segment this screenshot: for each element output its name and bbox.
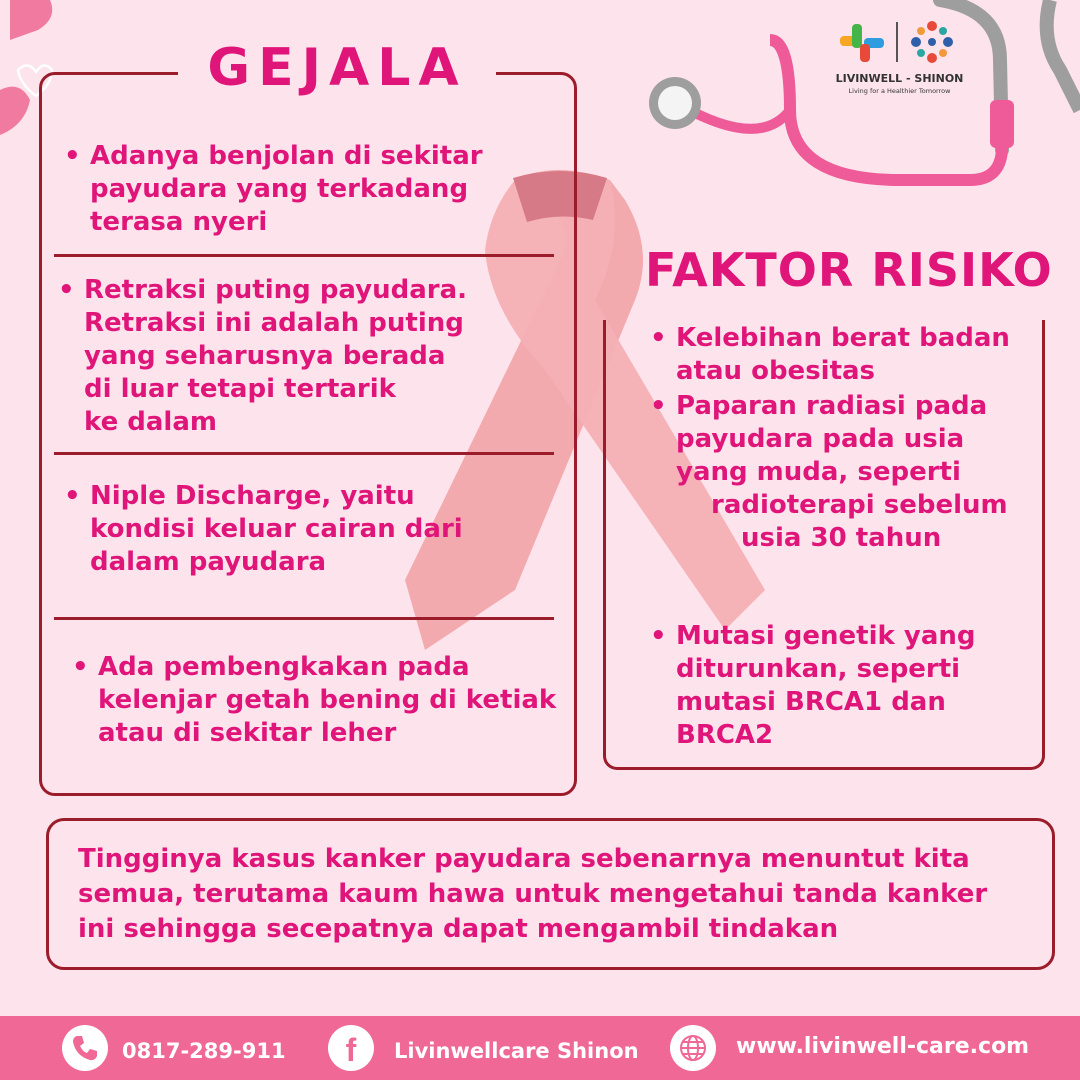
facebook-name[interactable]: Livinwellcare Shinon	[394, 1039, 639, 1063]
faktor-item: • Mutasi genetik yang diturunkan, seperti mutasi BRCA1 dan BRCA2	[650, 621, 976, 750]
divider	[54, 254, 554, 257]
phone-number[interactable]: 0817-289-911	[122, 1039, 286, 1063]
brand-tagline: Living for a Healthier Tomorrow	[848, 87, 951, 95]
website-link[interactable]: www.livinwell-care.com	[736, 1034, 1030, 1059]
divider	[54, 617, 554, 620]
gejala-title: GEJALA	[178, 38, 496, 98]
gejala-item: • Ada pembengkakan pada kelenjar getah bening di ketiak atau di sekitar leher	[72, 652, 557, 748]
gejala-item: • Niple Discharge, yaitu kondisi keluar cairan dari dalam payudara	[64, 481, 463, 577]
faktor-title: FAKTOR RISIKO	[645, 243, 1053, 297]
summary-text: Tingginya kasus kanker payudara sebenarnya menuntut kita semua, terutama kaum hawa untuk mengetahui tanda kanker ini sehingga secepatnya dapat mengambil tindakan	[78, 844, 988, 944]
globe-icon[interactable]	[670, 1025, 716, 1071]
bullet-icon: •	[64, 141, 81, 171]
brand-logo	[832, 18, 967, 98]
divider	[54, 452, 554, 455]
bullet-icon: •	[64, 481, 81, 511]
phone-icon[interactable]	[62, 1025, 108, 1071]
faktor-item: • Paparan radiasi pada payudara pada usia yang muda, seperti radioterapi sebelum usia 30 tahun	[650, 391, 1008, 553]
bullet-icon: •	[58, 275, 75, 305]
livinwell-logo-icon	[838, 20, 888, 66]
bullet-icon: •	[650, 621, 667, 651]
faktor-item: • Kelebihan berat badan atau obesitas	[650, 323, 1010, 386]
brand-name: LIVINWELL - SHINON	[835, 72, 964, 85]
gejala-item: • Adanya benjolan di sekitar payudara yang terkadang terasa nyeri	[64, 141, 483, 237]
facebook-icon[interactable]: f	[328, 1025, 374, 1071]
bullet-icon: •	[650, 391, 667, 421]
gejala-item: • Retraksi puting payudara. Retraksi ini adalah puting yang seharusnya berada di luar tetapi tertarik ke dalam	[58, 275, 468, 437]
bullet-icon: •	[72, 652, 89, 682]
bullet-icon: •	[650, 323, 667, 353]
shinon-logo-icon	[908, 18, 956, 66]
